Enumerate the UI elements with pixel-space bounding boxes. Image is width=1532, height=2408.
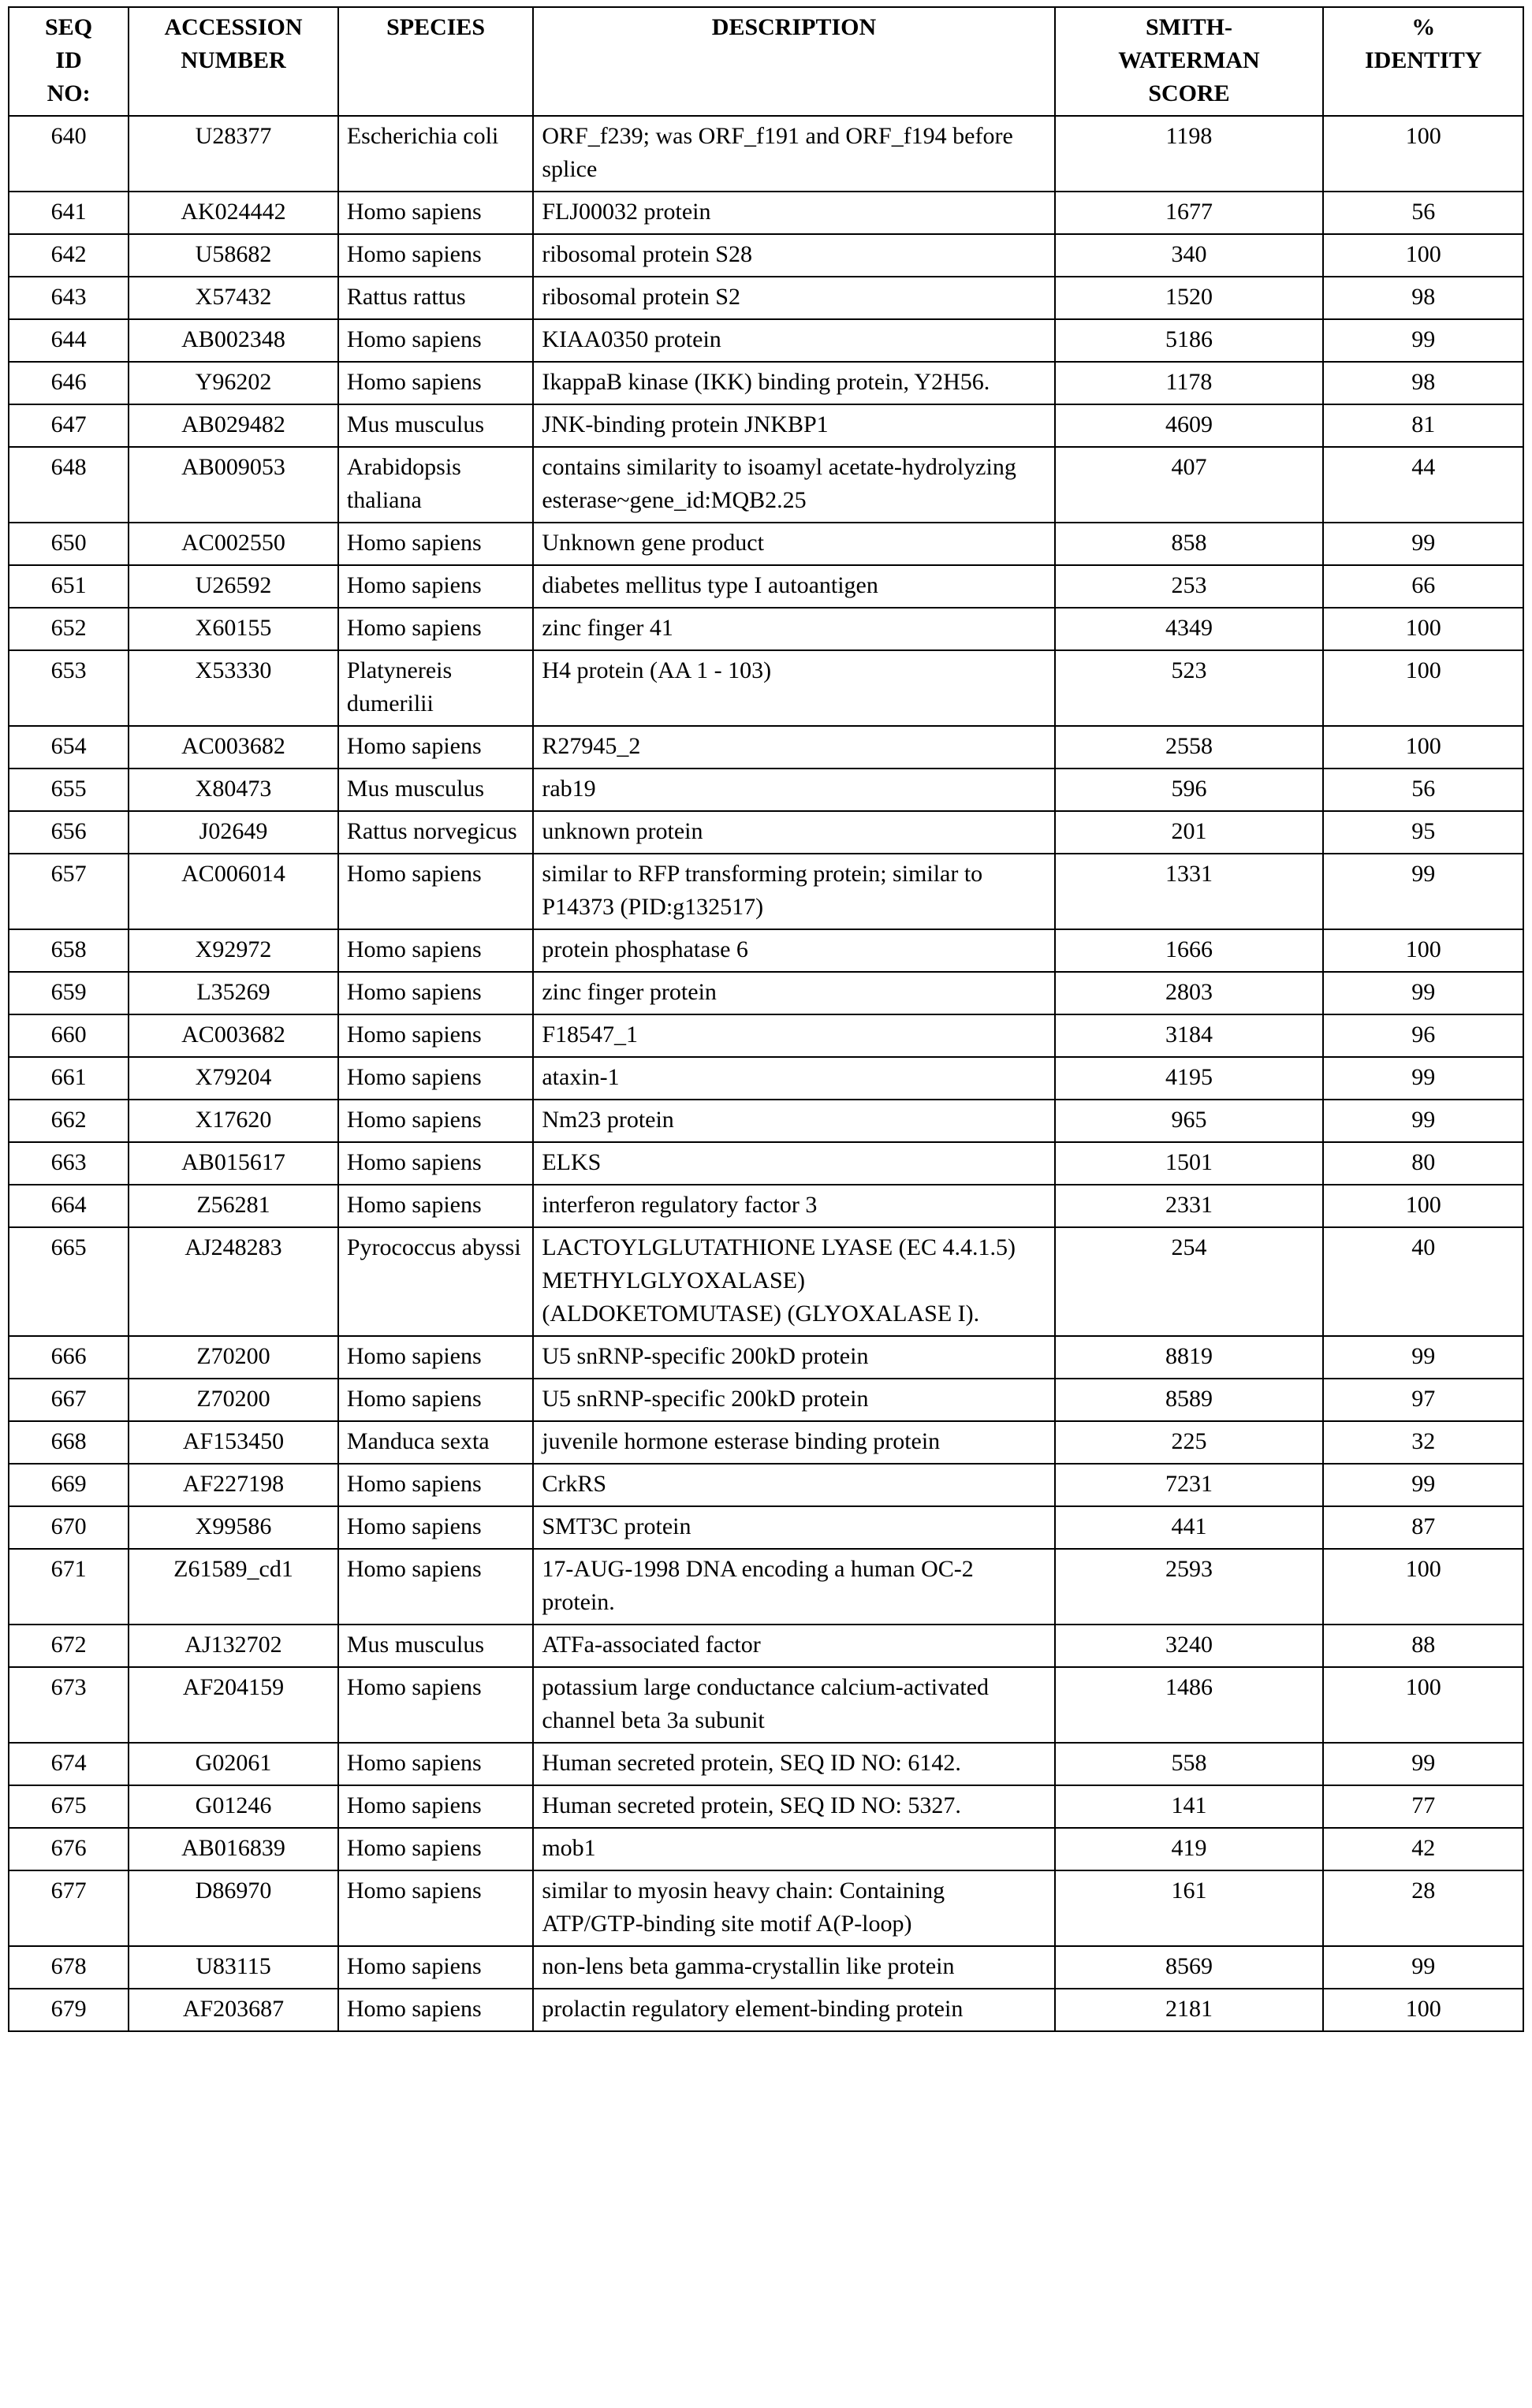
cell-description: U5 snRNP-specific 200kD protein	[533, 1379, 1054, 1421]
cell-species: Homo sapiens	[338, 1464, 533, 1506]
cell-score: 253	[1055, 565, 1324, 608]
cell-description: ELKS	[533, 1142, 1054, 1185]
table-row	[9, 929, 1523, 972]
sequence-alignment-table	[8, 6, 1524, 2032]
table-body	[9, 116, 1523, 2031]
table-row	[9, 1549, 1523, 1625]
cell-accession: AF153450	[129, 1421, 338, 1464]
cell-score: 225	[1055, 1421, 1324, 1464]
cell-identity: 56	[1323, 769, 1523, 811]
table-row	[9, 565, 1523, 608]
cell-seq_id: 676	[9, 1828, 129, 1870]
cell-seq_id: 657	[9, 854, 129, 929]
cell-seq_id: 647	[9, 404, 129, 447]
cell-score: 523	[1055, 650, 1324, 726]
cell-score: 2331	[1055, 1185, 1324, 1227]
cell-species: Platynereis dumerilii	[338, 650, 533, 726]
cell-description: unknown protein	[533, 811, 1054, 854]
table-row	[9, 404, 1523, 447]
cell-species: Homo sapiens	[338, 192, 533, 234]
cell-seq_id: 655	[9, 769, 129, 811]
table-row	[9, 1946, 1523, 1989]
cell-species: Homo sapiens	[338, 1336, 533, 1379]
cell-accession: U83115	[129, 1946, 338, 1989]
cell-description: protein phosphatase 6	[533, 929, 1054, 972]
cell-score: 1520	[1055, 277, 1324, 319]
cell-description: U5 snRNP-specific 200kD protein	[533, 1336, 1054, 1379]
cell-description: prolactin regulatory element-binding protein	[533, 1989, 1054, 2031]
cell-description: diabetes mellitus type I autoantigen	[533, 565, 1054, 608]
cell-seq_id: 662	[9, 1100, 129, 1142]
cell-species: Mus musculus	[338, 404, 533, 447]
cell-identity: 96	[1323, 1014, 1523, 1057]
cell-accession: AC002550	[129, 523, 338, 565]
cell-score: 2181	[1055, 1989, 1324, 2031]
table-row	[9, 769, 1523, 811]
cell-description: mob1	[533, 1828, 1054, 1870]
cell-score: 4195	[1055, 1057, 1324, 1100]
cell-identity: 98	[1323, 277, 1523, 319]
cell-seq_id: 674	[9, 1743, 129, 1785]
cell-score: 965	[1055, 1100, 1324, 1142]
cell-score: 7231	[1055, 1464, 1324, 1506]
cell-score: 407	[1055, 447, 1324, 523]
cell-seq_id: 650	[9, 523, 129, 565]
cell-score: 1486	[1055, 1667, 1324, 1743]
table-header	[9, 7, 1523, 116]
cell-score: 1178	[1055, 362, 1324, 404]
cell-species: Homo sapiens	[338, 565, 533, 608]
table-row	[9, 972, 1523, 1014]
cell-score: 441	[1055, 1506, 1324, 1549]
cell-species: Homo sapiens	[338, 1379, 533, 1421]
table-row	[9, 1828, 1523, 1870]
cell-accession: X17620	[129, 1100, 338, 1142]
cell-identity: 99	[1323, 1057, 1523, 1100]
cell-species: Mus musculus	[338, 1625, 533, 1667]
cell-accession: X60155	[129, 608, 338, 650]
cell-species: Homo sapiens	[338, 726, 533, 769]
cell-description: KIAA0350 protein	[533, 319, 1054, 362]
table-row	[9, 1743, 1523, 1785]
cell-species: Homo sapiens	[338, 1828, 533, 1870]
cell-accession: G01246	[129, 1785, 338, 1828]
cell-score: 201	[1055, 811, 1324, 854]
cell-species: Homo sapiens	[338, 1667, 533, 1743]
cell-score: 4609	[1055, 404, 1324, 447]
header-seq-id-no: SEQ ID NO:	[9, 7, 129, 116]
cell-score: 1501	[1055, 1142, 1324, 1185]
table-row	[9, 192, 1523, 234]
cell-identity: 100	[1323, 1549, 1523, 1625]
cell-species: Homo sapiens	[338, 1014, 533, 1057]
cell-seq_id: 658	[9, 929, 129, 972]
table-row	[9, 1142, 1523, 1185]
cell-identity: 97	[1323, 1379, 1523, 1421]
table-row	[9, 1185, 1523, 1227]
table-row	[9, 650, 1523, 726]
cell-score: 254	[1055, 1227, 1324, 1336]
cell-species: Escherichia coli	[338, 116, 533, 192]
cell-identity: 98	[1323, 362, 1523, 404]
cell-seq_id: 659	[9, 972, 129, 1014]
header-percent-identity: % IDENTITY	[1323, 7, 1523, 116]
cell-species: Homo sapiens	[338, 523, 533, 565]
cell-accession: Y96202	[129, 362, 338, 404]
cell-accession: G02061	[129, 1743, 338, 1785]
cell-accession: AJ248283	[129, 1227, 338, 1336]
table-row	[9, 1625, 1523, 1667]
cell-identity: 88	[1323, 1625, 1523, 1667]
cell-description: similar to myosin heavy chain: Containing ATP/GTP-binding site motif A(P-loop)	[533, 1870, 1054, 1946]
cell-accession: Z56281	[129, 1185, 338, 1227]
cell-description: ORF_f239; was ORF_f191 and ORF_f194 before splice	[533, 116, 1054, 192]
cell-identity: 100	[1323, 1989, 1523, 2031]
cell-identity: 99	[1323, 1946, 1523, 1989]
cell-description: ribosomal protein S28	[533, 234, 1054, 277]
cell-identity: 28	[1323, 1870, 1523, 1946]
cell-identity: 100	[1323, 650, 1523, 726]
cell-seq_id: 642	[9, 234, 129, 277]
cell-accession: AC003682	[129, 726, 338, 769]
cell-species: Homo sapiens	[338, 1100, 533, 1142]
cell-accession: X80473	[129, 769, 338, 811]
table-row	[9, 1785, 1523, 1828]
table-row	[9, 319, 1523, 362]
cell-identity: 99	[1323, 972, 1523, 1014]
cell-species: Arabidopsis thaliana	[338, 447, 533, 523]
cell-accession: AF203687	[129, 1989, 338, 2031]
cell-accession: U26592	[129, 565, 338, 608]
cell-accession: D86970	[129, 1870, 338, 1946]
cell-accession: AF227198	[129, 1464, 338, 1506]
cell-species: Homo sapiens	[338, 1989, 533, 2031]
cell-description: Nm23 protein	[533, 1100, 1054, 1142]
cell-identity: 99	[1323, 854, 1523, 929]
cell-species: Rattus norvegicus	[338, 811, 533, 854]
cell-score: 1677	[1055, 192, 1324, 234]
table-row	[9, 1057, 1523, 1100]
cell-species: Homo sapiens	[338, 319, 533, 362]
cell-identity: 99	[1323, 1336, 1523, 1379]
cell-accession: AB002348	[129, 319, 338, 362]
cell-score: 340	[1055, 234, 1324, 277]
cell-identity: 100	[1323, 608, 1523, 650]
cell-score: 2803	[1055, 972, 1324, 1014]
cell-seq_id: 661	[9, 1057, 129, 1100]
cell-species: Homo sapiens	[338, 1743, 533, 1785]
cell-identity: 66	[1323, 565, 1523, 608]
table-row	[9, 1464, 1523, 1506]
cell-score: 141	[1055, 1785, 1324, 1828]
cell-identity: 99	[1323, 319, 1523, 362]
header-description: DESCRIPTION	[533, 7, 1054, 116]
cell-seq_id: 672	[9, 1625, 129, 1667]
cell-accession: AB029482	[129, 404, 338, 447]
table-row	[9, 116, 1523, 192]
cell-species: Homo sapiens	[338, 854, 533, 929]
cell-species: Pyrococcus abyssi	[338, 1227, 533, 1336]
cell-identity: 100	[1323, 1185, 1523, 1227]
cell-seq_id: 656	[9, 811, 129, 854]
cell-seq_id: 669	[9, 1464, 129, 1506]
table-row	[9, 1667, 1523, 1743]
table-row	[9, 1506, 1523, 1549]
cell-score: 596	[1055, 769, 1324, 811]
cell-seq_id: 668	[9, 1421, 129, 1464]
cell-seq_id: 652	[9, 608, 129, 650]
cell-species: Manduca sexta	[338, 1421, 533, 1464]
cell-identity: 87	[1323, 1506, 1523, 1549]
cell-seq_id: 667	[9, 1379, 129, 1421]
cell-accession: AC003682	[129, 1014, 338, 1057]
table-row	[9, 1336, 1523, 1379]
cell-description: SMT3C protein	[533, 1506, 1054, 1549]
cell-seq_id: 640	[9, 116, 129, 192]
cell-description: non-lens beta gamma-crystallin like protein	[533, 1946, 1054, 1989]
cell-identity: 99	[1323, 1464, 1523, 1506]
cell-description: F18547_1	[533, 1014, 1054, 1057]
cell-description: R27945_2	[533, 726, 1054, 769]
cell-score: 1666	[1055, 929, 1324, 972]
cell-species: Homo sapiens	[338, 1870, 533, 1946]
table-row	[9, 1989, 1523, 2031]
cell-species: Homo sapiens	[338, 1057, 533, 1100]
cell-accession: X92972	[129, 929, 338, 972]
cell-accession: L35269	[129, 972, 338, 1014]
cell-seq_id: 663	[9, 1142, 129, 1185]
table-row	[9, 1014, 1523, 1057]
cell-description: FLJ00032 protein	[533, 192, 1054, 234]
cell-identity: 99	[1323, 1743, 1523, 1785]
cell-seq_id: 675	[9, 1785, 129, 1828]
cell-description: potassium large conductance calcium-activated channel beta 3a subunit	[533, 1667, 1054, 1743]
header-accession-number: ACCESSION NUMBER	[129, 7, 338, 116]
cell-identity: 80	[1323, 1142, 1523, 1185]
header-row	[9, 7, 1523, 116]
cell-species: Homo sapiens	[338, 972, 533, 1014]
cell-seq_id: 665	[9, 1227, 129, 1336]
cell-score: 161	[1055, 1870, 1324, 1946]
cell-description: juvenile hormone esterase binding protein	[533, 1421, 1054, 1464]
cell-seq_id: 653	[9, 650, 129, 726]
cell-accession: U58682	[129, 234, 338, 277]
cell-score: 858	[1055, 523, 1324, 565]
cell-description: interferon regulatory factor 3	[533, 1185, 1054, 1227]
cell-identity: 99	[1323, 1100, 1523, 1142]
table-row	[9, 362, 1523, 404]
cell-score: 3240	[1055, 1625, 1324, 1667]
cell-seq_id: 677	[9, 1870, 129, 1946]
cell-accession: X99586	[129, 1506, 338, 1549]
cell-identity: 40	[1323, 1227, 1523, 1336]
cell-seq_id: 641	[9, 192, 129, 234]
cell-accession: AB015617	[129, 1142, 338, 1185]
cell-accession: Z61589_cd1	[129, 1549, 338, 1625]
table-row	[9, 523, 1523, 565]
cell-identity: 100	[1323, 116, 1523, 192]
cell-description: JNK-binding protein JNKBP1	[533, 404, 1054, 447]
cell-description: contains similarity to isoamyl acetate-hydrolyzing esterase~gene_id:MQB2.25	[533, 447, 1054, 523]
cell-seq_id: 673	[9, 1667, 129, 1743]
cell-seq_id: 664	[9, 1185, 129, 1227]
cell-seq_id: 671	[9, 1549, 129, 1625]
cell-accession: AB009053	[129, 447, 338, 523]
table-row	[9, 447, 1523, 523]
cell-identity: 100	[1323, 1667, 1523, 1743]
cell-species: Rattus rattus	[338, 277, 533, 319]
cell-accession: Z70200	[129, 1336, 338, 1379]
cell-accession: AK024442	[129, 192, 338, 234]
table-row	[9, 1379, 1523, 1421]
header-species: SPECIES	[338, 7, 533, 116]
cell-accession: AF204159	[129, 1667, 338, 1743]
cell-score: 1198	[1055, 116, 1324, 192]
cell-species: Homo sapiens	[338, 1785, 533, 1828]
cell-seq_id: 666	[9, 1336, 129, 1379]
cell-score: 2593	[1055, 1549, 1324, 1625]
cell-score: 1331	[1055, 854, 1324, 929]
cell-score: 558	[1055, 1743, 1324, 1785]
cell-species: Homo sapiens	[338, 608, 533, 650]
cell-seq_id: 678	[9, 1946, 129, 1989]
table-row	[9, 1421, 1523, 1464]
table-row	[9, 277, 1523, 319]
cell-description: LACTOYLGLUTATHIONE LYASE (EC 4.4.1.5) METHYLGLYOXALASE) (ALDOKETOMUTASE) (GLYOXALASE I).	[533, 1227, 1054, 1336]
cell-species: Homo sapiens	[338, 234, 533, 277]
cell-description: ataxin-1	[533, 1057, 1054, 1100]
cell-species: Homo sapiens	[338, 1946, 533, 1989]
cell-score: 2558	[1055, 726, 1324, 769]
cell-identity: 44	[1323, 447, 1523, 523]
cell-accession: Z70200	[129, 1379, 338, 1421]
cell-score: 8569	[1055, 1946, 1324, 1989]
cell-seq_id: 648	[9, 447, 129, 523]
cell-identity: 32	[1323, 1421, 1523, 1464]
table-row	[9, 1870, 1523, 1946]
cell-score: 8819	[1055, 1336, 1324, 1379]
cell-seq_id: 643	[9, 277, 129, 319]
cell-species: Homo sapiens	[338, 1549, 533, 1625]
cell-species: Mus musculus	[338, 769, 533, 811]
cell-species: Homo sapiens	[338, 929, 533, 972]
cell-score: 4349	[1055, 608, 1324, 650]
cell-description: H4 protein (AA 1 - 103)	[533, 650, 1054, 726]
cell-score: 419	[1055, 1828, 1324, 1870]
cell-species: Homo sapiens	[338, 1185, 533, 1227]
cell-description: 17-AUG-1998 DNA encoding a human OC-2 protein.	[533, 1549, 1054, 1625]
cell-seq_id: 644	[9, 319, 129, 362]
cell-species: Homo sapiens	[338, 1506, 533, 1549]
cell-seq_id: 654	[9, 726, 129, 769]
cell-description: zinc finger protein	[533, 972, 1054, 1014]
cell-species: Homo sapiens	[338, 362, 533, 404]
table-row	[9, 854, 1523, 929]
table-row	[9, 811, 1523, 854]
cell-seq_id: 646	[9, 362, 129, 404]
header-smith-waterman-score: SMITH- WATERMAN SCORE	[1055, 7, 1324, 116]
cell-accession: J02649	[129, 811, 338, 854]
cell-identity: 56	[1323, 192, 1523, 234]
cell-description: rab19	[533, 769, 1054, 811]
cell-seq_id: 679	[9, 1989, 129, 2031]
cell-seq_id: 660	[9, 1014, 129, 1057]
cell-identity: 95	[1323, 811, 1523, 854]
cell-identity: 100	[1323, 234, 1523, 277]
cell-score: 8589	[1055, 1379, 1324, 1421]
cell-description: similar to RFP transforming protein; similar to P14373 (PID:g132517)	[533, 854, 1054, 929]
cell-species: Homo sapiens	[338, 1142, 533, 1185]
cell-description: Unknown gene product	[533, 523, 1054, 565]
cell-seq_id: 670	[9, 1506, 129, 1549]
cell-description: IkappaB kinase (IKK) binding protein, Y2H56.	[533, 362, 1054, 404]
cell-accession: U28377	[129, 116, 338, 192]
cell-description: CrkRS	[533, 1464, 1054, 1506]
cell-accession: X53330	[129, 650, 338, 726]
cell-description: ATFa-associated factor	[533, 1625, 1054, 1667]
table-row	[9, 608, 1523, 650]
cell-identity: 99	[1323, 523, 1523, 565]
cell-accession: AC006014	[129, 854, 338, 929]
cell-identity: 77	[1323, 1785, 1523, 1828]
cell-identity: 100	[1323, 726, 1523, 769]
table-row	[9, 1227, 1523, 1336]
table-row	[9, 234, 1523, 277]
cell-description: Human secreted protein, SEQ ID NO: 6142.	[533, 1743, 1054, 1785]
cell-description: zinc finger 41	[533, 608, 1054, 650]
cell-score: 3184	[1055, 1014, 1324, 1057]
table-row	[9, 1100, 1523, 1142]
cell-score: 5186	[1055, 319, 1324, 362]
cell-identity: 81	[1323, 404, 1523, 447]
cell-identity: 42	[1323, 1828, 1523, 1870]
table-row	[9, 726, 1523, 769]
cell-identity: 100	[1323, 929, 1523, 972]
cell-accession: X79204	[129, 1057, 338, 1100]
cell-seq_id: 651	[9, 565, 129, 608]
cell-description: ribosomal protein S2	[533, 277, 1054, 319]
cell-accession: AJ132702	[129, 1625, 338, 1667]
cell-accession: X57432	[129, 277, 338, 319]
cell-description: Human secreted protein, SEQ ID NO: 5327.	[533, 1785, 1054, 1828]
cell-accession: AB016839	[129, 1828, 338, 1870]
